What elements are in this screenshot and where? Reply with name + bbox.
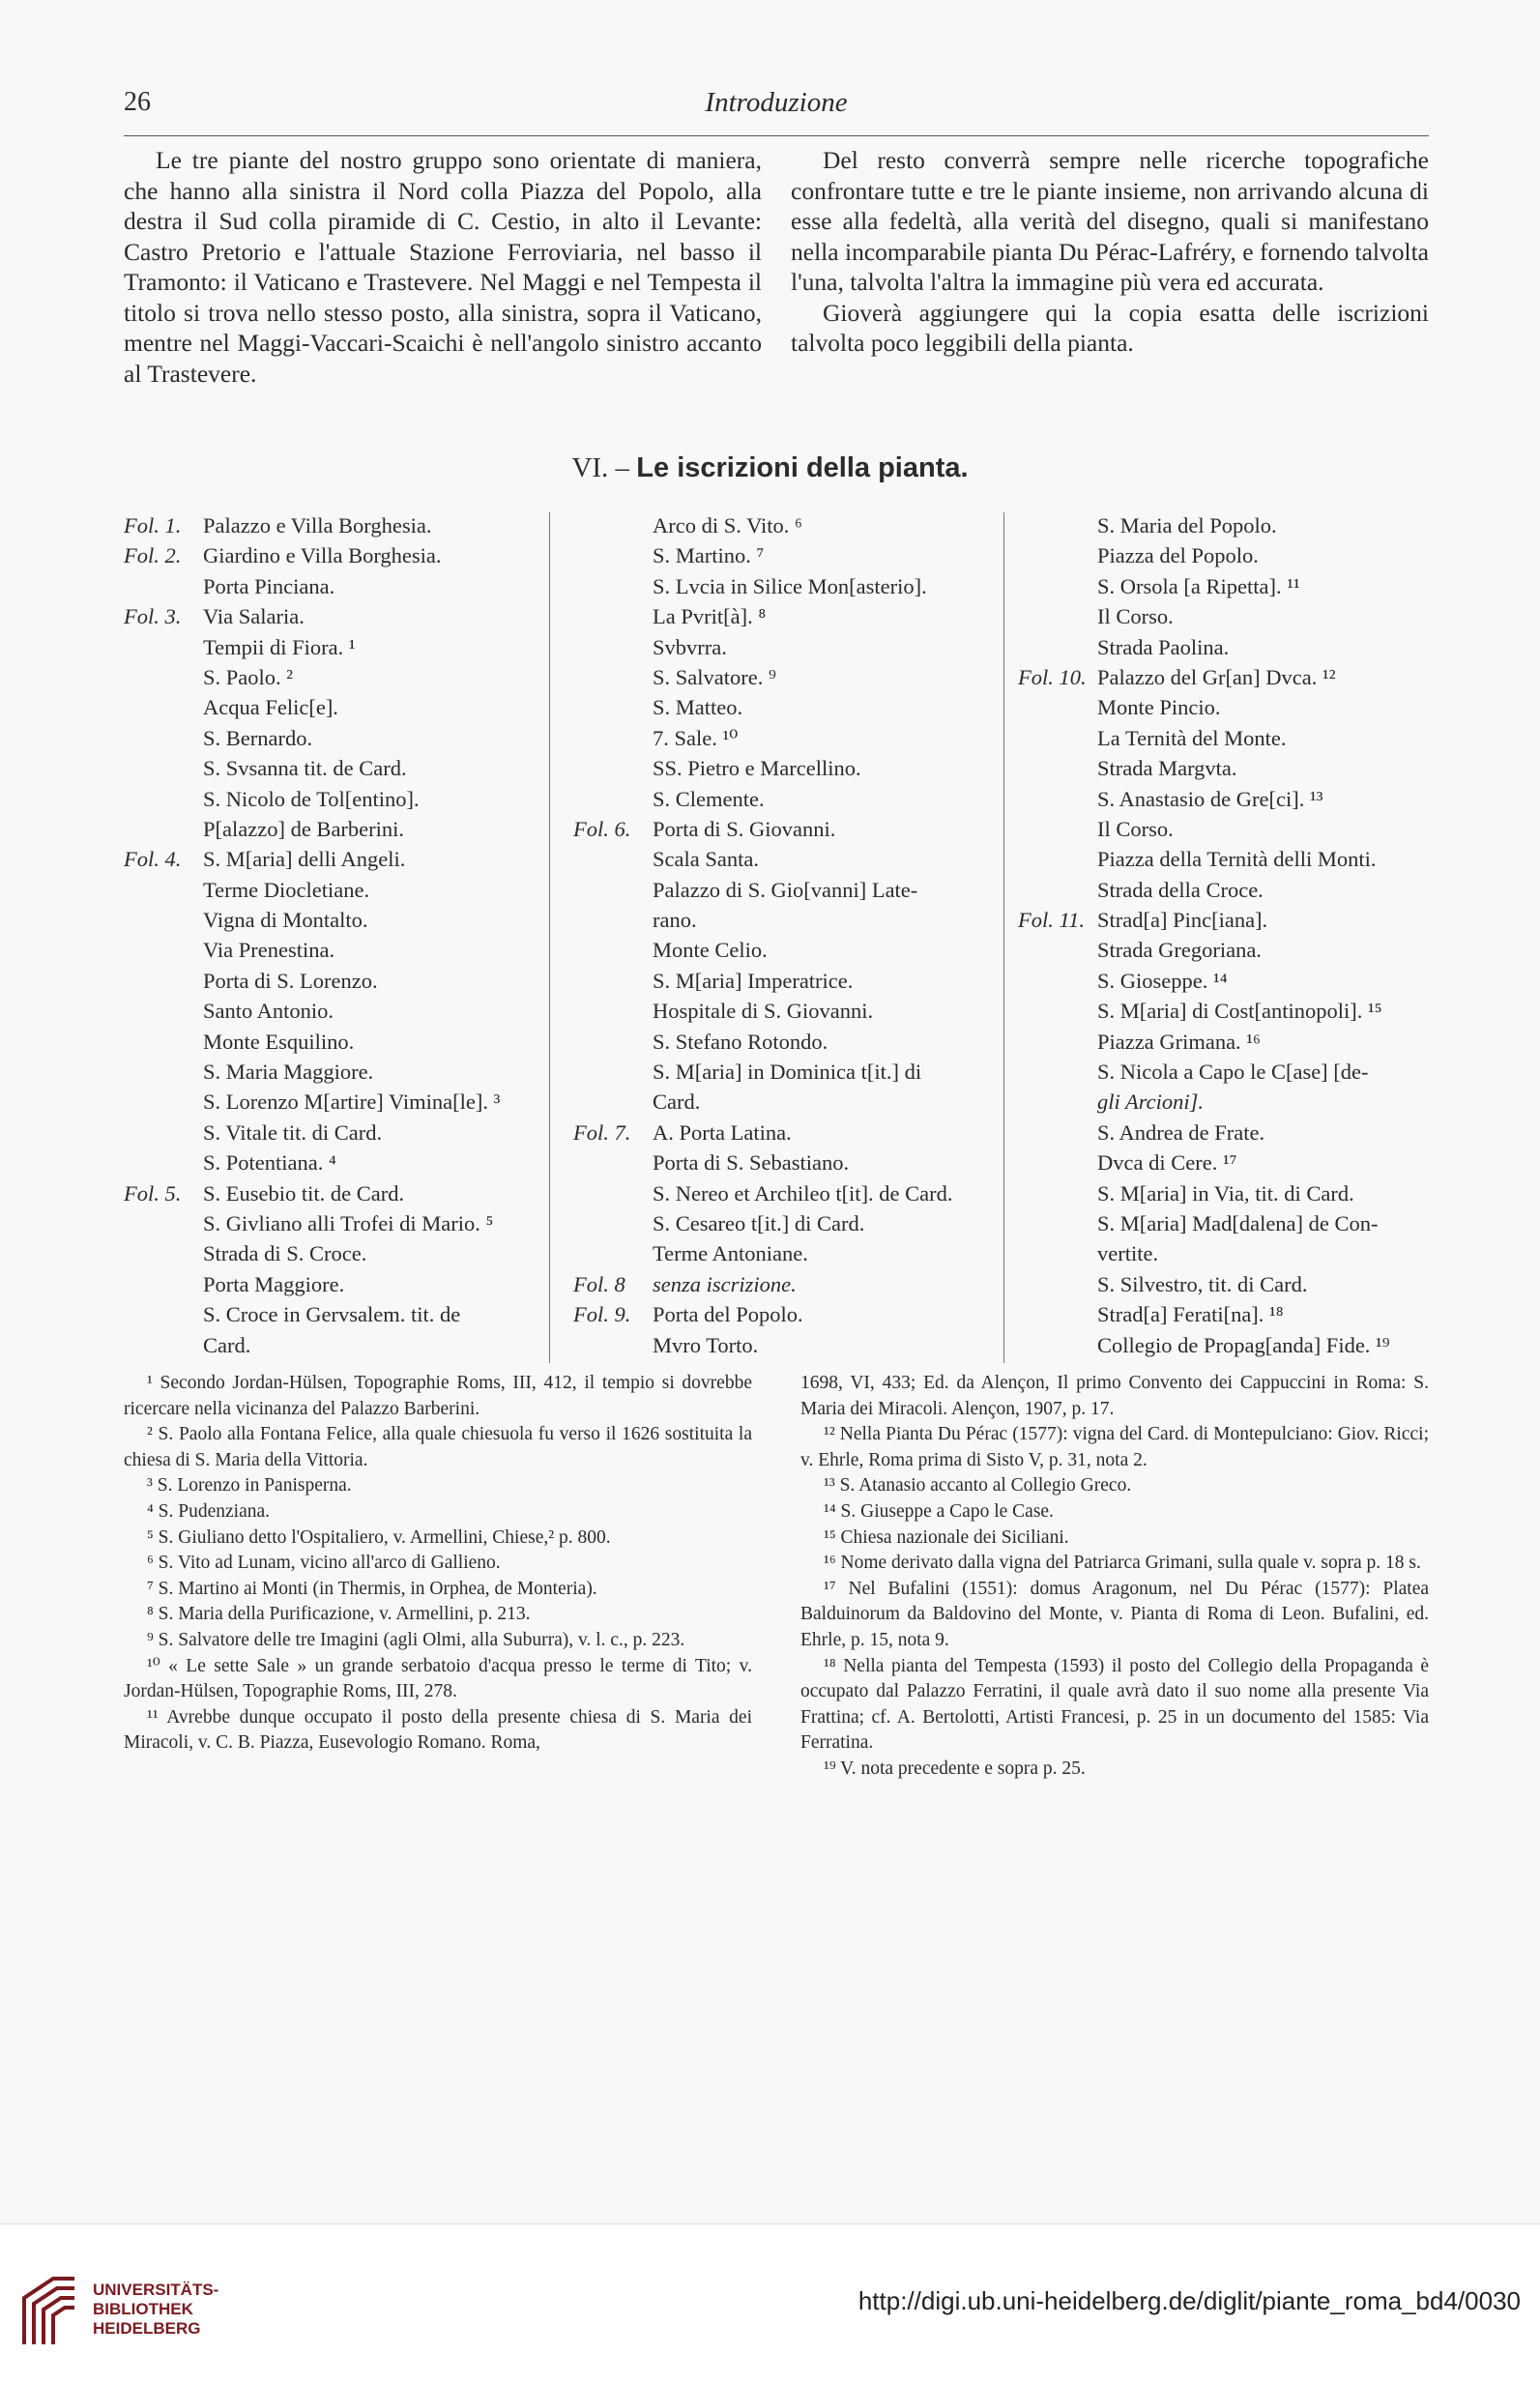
inscription-row [1018,1087,1443,1117]
inscription-row [573,1148,999,1177]
folio-label: Fol. 7. [573,1119,631,1145]
inscription-text: Il Corso. [1097,816,1174,841]
inscription-text: Mvro Torto. [653,1332,759,1357]
folio-label: Fol. 10. [1018,664,1087,689]
inscription-text: Piazza della Ternità delli Monti. [1097,847,1377,872]
footnote: ⁶ S. Vito ad Lunam, vicino all'arco di Gallieno. [147,1553,501,1574]
inscription-text: S. Matteo. [653,695,743,720]
inscription-text: Porta Pinciana. [203,573,335,598]
inscription-text: S. Lorenzo M[artire] Vimina[le]. ³ [203,1090,501,1115]
inscription-row [1018,571,1443,601]
inscriptions-table [124,510,1429,1364]
inscription-text: S. Vitale tit. di Card. [203,1119,383,1145]
inscription-row [1018,662,1443,692]
footnote: ¹ Secondo Jordan-Hülsen, Topographie Roms, III, 412, il tempio si dovrebbe ricercare nella vicinanza del Palazzo Barberini. [124,1373,752,1419]
inscription-text: Giardino e Villa Borghesia. [203,543,442,568]
section-heading [0,452,1540,484]
inscription-text: Strada Gregoriana. [1097,938,1262,963]
inscription-row [124,1208,549,1238]
inscription-text: Via Salaria. [203,604,305,629]
inscription-row [573,1178,999,1208]
inscription-text: Strada di S. Croce. [203,1241,367,1266]
inscription-row [124,601,549,631]
page-header [124,87,1429,136]
inscription-row [573,1087,999,1117]
inscription-text: P[alazzo] de Barberini. [203,816,405,841]
inscription-row [124,753,549,783]
footnote: ¹⁴ S. Giuseppe a Capo le Case. [824,1500,1054,1522]
inscription-row [573,1057,999,1087]
inscription-text: Vigna di Montalto. [203,908,368,933]
inscription-row [124,935,549,965]
inscription-row [1018,1299,1443,1329]
inscription-row [1018,1208,1443,1238]
inscription-row [124,814,549,844]
section-title: Le iscrizioni della pianta. [636,452,969,483]
inscription-text: La Pvrit[à]. ⁸ [653,604,767,629]
inscription-row [124,1118,549,1148]
inscription-text: Strada Paolina. [1097,634,1230,659]
inscription-row [124,844,549,874]
footnote: ⁷ S. Martino ai Monti (in Thermis, in Orphea, de Monteria). [147,1578,597,1599]
intro-left-column [124,145,762,389]
folio-label: Fol. 1. [124,513,182,538]
inscription-text: Porta di S. Giovanni. [653,816,836,841]
inscription-text: S. Anastasio de Gre[ci]. ¹³ [1097,786,1323,811]
inscription-text: A. Porta Latina. [653,1119,792,1145]
inscription-text: Piazza del Popolo. [1097,543,1259,568]
inscription-row [124,540,549,570]
footnote: ¹¹ Avrebbe dunque occupato il posto della presente chiesa di S. Maria dei Miracoli, v. C. B. Piazza, Eusevologio Romano. Roma, [124,1706,752,1754]
inscription-text: La Ternità del Monte. [1097,725,1287,750]
footnote: ¹⁰ « Le sette Sale » un grande serbatoio d'acqua presso le terme di Tito; v. Jordan-Hülsen, Topographie Roms, III, 278. [124,1655,752,1702]
library-logo-icon [15,2269,84,2346]
inscription-text: S. Salvatore. ⁹ [653,664,776,689]
inscription-row [573,1330,999,1360]
inscription-text: Porta del Popolo. [653,1302,803,1327]
inscription-row [124,1178,549,1208]
inscription-row [1018,1269,1443,1299]
inscription-row [124,784,549,814]
intro-right-column [791,145,1429,359]
inscription-text: Collegio de Propag[anda] Fide. ¹⁹ [1097,1332,1390,1357]
inscription-text: Strada Margvta. [1097,756,1237,781]
viewer-footer [0,2223,1540,2383]
inscription-text: S. Nicola a Capo le C[ase] [de- [1097,1060,1369,1085]
inscription-row [573,814,999,844]
inscription-text: S. M[aria] Mad[dalena] de Con- [1097,1210,1379,1235]
inscription-row [1018,966,1443,996]
inscription-text: Tempii di Fiora. ¹ [203,634,356,659]
paragraph: Del resto converrà sempre nelle ricerche topografiche confrontare tutte e tre le piante insieme, non arrivando alcuna di esse alla fedeltà, alla verità del disegno, quali si manifestano nella incomparabile pianta Du Pérac-Lafréry, e fornendo talvolta l'una, talvolta l'altra la immagine più vera ed accurata. [791,146,1429,296]
inscription-row [573,723,999,753]
footnote: ¹⁶ Nome derivato dalla vigna del Patriarca Grimani, sulla quale v. sopra p. 18 s. [824,1553,1421,1574]
section-number: VI. – [571,452,630,483]
inscription-row [1018,601,1443,631]
inscription-text: S. M[aria] Imperatrice. [653,968,854,993]
inscription-text: Terme Antoniane. [653,1241,808,1266]
inscription-row [1018,905,1443,935]
inscription-text: SS. Pietro e Marcellino. [653,756,861,781]
footnote: ⁵ S. Giuliano detto l'Ospitaliero, v. Armellini, Chiese,² p. 800. [147,1526,611,1548]
inscription-row [1018,1148,1443,1177]
footnote: 1698, VI, 433; Ed. da Alençon, Il primo Convento dei Cappuccini in Roma: S. Maria dei Miracoli. Alençon, 1907, p. 17. [800,1373,1429,1419]
inscription-row [1018,632,1443,662]
inscription-text: S. Nereo et Archileo t[it]. de Card. [653,1180,953,1206]
folio-label: Fol. 3. [124,604,182,629]
inscription-text: Card. [203,1332,251,1357]
inscription-text: S. M[aria] di Cost[antinopoli]. ¹⁵ [1097,999,1382,1024]
inscription-row [124,662,549,692]
inscription-text: Strad[a] Ferati[na]. ¹⁸ [1097,1302,1284,1327]
inscription-row [573,540,999,570]
inscription-row [573,1208,999,1238]
inscription-row [573,905,999,935]
inscription-row [1018,723,1443,753]
inscription-row [1018,935,1443,965]
inscription-row [1018,540,1443,570]
inscription-text: Monte Pincio. [1097,695,1221,720]
inscription-text: S. Orsola [a Ripetta]. ¹¹ [1097,573,1300,598]
inscription-row [124,692,549,722]
footnote: ¹² Nella Pianta Du Pérac (1577): vigna del Card. di Montepulciano: Giov. Ricci; v. Ehrle, Roma prima di Sisto V, p. 31, nota 2. [800,1424,1429,1470]
inscription-text: S. M[aria] in Via, tit. di Card. [1097,1180,1354,1206]
inscription-text: S. Andrea de Frate. [1097,1119,1265,1145]
inscription-text: Via Prenestina. [203,938,335,963]
inscription-text: Card. [653,1090,701,1115]
inscription-row [573,1118,999,1148]
footnote: ² S. Paolo alla Fontana Felice, alla quale chiesuola fu verso il 1626 sostituita la chiesa di S. Maria della Vittoria. [124,1424,752,1470]
inscription-row [124,723,549,753]
inscription-row [1018,1330,1443,1360]
folio-label: Fol. 5. [124,1180,182,1206]
inscription-row [573,996,999,1026]
inscription-row [124,1238,549,1268]
inscription-row [1018,844,1443,874]
inscription-text: Svbvrra. [653,634,727,659]
folio-label: Fol. 11. [1018,908,1085,933]
inscription-row [573,1027,999,1057]
footnote: ⁸ S. Maria della Purificazione, v. Armellini, p. 213. [147,1604,531,1625]
inscription-row [573,1299,999,1329]
inscription-text: S. Paolo. ² [203,664,294,689]
inscription-text: Strada della Croce. [1097,877,1264,902]
inscription-text: Scala Santa. [653,847,759,872]
inscription-text: Porta di S. Lorenzo. [203,968,378,993]
inscription-row [124,1087,549,1117]
inscription-row [1018,510,1443,540]
inscription-row [1018,1027,1443,1057]
inscription-text: S. Martino. ⁷ [653,543,765,568]
inscription-text: 7. Sale. ¹⁰ [653,725,739,750]
inscription-text: S. Eusebio tit. de Card. [203,1180,405,1206]
inscription-text: Palazzo del Gr[an] Dvca. ¹² [1097,664,1336,689]
library-name: UNIVERSITÄTS- BIBLIOTHEK HEIDELBERG [93,2281,219,2338]
inscription-row [573,1269,999,1299]
inscription-row [573,844,999,874]
inscription-row [573,753,999,783]
inscription-row [573,966,999,996]
inscription-row [124,510,549,540]
inscription-row [573,571,999,601]
inscription-text: S. Bernardo. [203,725,313,750]
inscription-row [1018,1238,1443,1268]
inscription-row [124,1148,549,1177]
inscription-row [124,1269,549,1299]
inscription-row [124,875,549,905]
footnote: ³ S. Lorenzo in Panisperna. [147,1475,352,1497]
paragraph: Le tre piante del nostro gruppo sono orientate di maniera, che hanno alla sinistra il Nord colla Piazza del Popolo, alla destra il Sud colla piramide di C. Cestio, in alto il Levante: Castro Pretorio e l'attuale Stazione Ferroviaria, nel basso il Tramonto: il Vaticano e Trastevere. Nel Maggi e nel Tempesta il titolo si trova nello stesso posto, alla sinistra, sopra il Vaticano, mentre nel Maggi-Vaccari-Scaichi è nell'angolo sinistro accanto al Trastevere. [124,146,762,388]
inscription-row [1018,692,1443,722]
inscription-row [573,784,999,814]
inscription-row [573,662,999,692]
inscription-text: Palazzo e Villa Borghesia. [203,513,432,538]
inscription-text: Strad[a] Pinc[iana]. [1097,908,1268,933]
inscription-text: S. Cesareo t[it.] di Card. [653,1210,865,1235]
inscription-text: Arco di S. Vito. ⁶ [653,513,802,538]
inscription-text: S. Lvcia in Silice Mon[asterio]. [653,573,927,598]
folio-label: Fol. 2. [124,543,182,568]
inscription-row [1018,875,1443,905]
column-divider [549,512,550,1363]
inscription-row [573,692,999,722]
inscription-text: Hospitale di S. Giovanni. [653,999,874,1024]
footnote: ⁴ S. Pudenziana. [147,1500,271,1522]
inscription-text: S. Potentiana. ⁴ [203,1150,336,1176]
inscription-text: rano. [653,908,697,933]
footnote: ⁹ S. Salvatore delle tre Imagini (agli Olmi, alla Suburra), v. l. c., p. 223. [147,1629,685,1650]
inscription-text: Palazzo di S. Gio[vanni] Late- [653,877,918,902]
footnote: ¹⁵ Chiesa nazionale dei Siciliani. [824,1526,1069,1548]
inscription-row [124,1027,549,1057]
inscriptions-column-2 [573,510,999,1360]
inscription-row [573,510,999,540]
inscription-text: Porta Maggiore. [203,1271,345,1296]
folio-label: Fol. 4. [124,847,182,872]
inscription-text: Il Corso. [1097,604,1174,629]
page-number: 26 [124,87,151,117]
inscription-text: S. Gioseppe. ¹⁴ [1097,968,1228,993]
permalink-url[interactable]: http://digi.ub.uni-heidelberg.de/diglit/piante_roma_bd4/0030 [857,2286,1521,2315]
inscription-row [1018,996,1443,1026]
inscription-row [124,632,549,662]
footnotes-left-column [124,1371,752,1757]
folio-label: Fol. 9. [573,1302,631,1327]
inscription-text: Terme Diocletiane. [203,877,370,902]
inscription-text: S. Maria del Popolo. [1097,513,1277,538]
column-divider [1003,512,1004,1363]
inscription-row [124,966,549,996]
inscription-row [1018,753,1443,783]
inscription-row [124,571,549,601]
inscription-text: Santo Antonio. [203,999,334,1024]
inscription-row [573,935,999,965]
inscription-row [124,905,549,935]
inscription-text: Piazza Grimana. ¹⁶ [1097,1029,1261,1054]
footnote: ¹³ S. Atanasio accanto al Collegio Greco. [824,1475,1132,1497]
inscription-row [124,1057,549,1087]
inscription-row [573,632,999,662]
inscription-row [573,875,999,905]
inscription-row [124,1299,549,1329]
inscription-row [1018,1178,1443,1208]
inscription-row [1018,814,1443,844]
inscription-row [124,1330,549,1360]
inscription-text: Porta di S. Sebastiano. [653,1150,850,1176]
inscription-text: S. Clemente. [653,786,765,811]
inscription-text: S. Nicolo de Tol[entino]. [203,786,420,811]
paragraph: Gioverà aggiungere qui la copia esatta delle iscrizioni talvolta poco leggibili della pianta. [791,298,1429,357]
running-title: Introduzione [705,87,848,118]
inscription-text: Monte Esquilino. [203,1029,355,1054]
inscription-text: S. M[aria] in Dominica t[it.] di [653,1060,922,1085]
inscription-text: Monte Celio. [653,938,768,963]
inscriptions-column-3 [1018,510,1443,1360]
inscriptions-column-1 [124,510,549,1360]
inscription-text: S. Croce in Gervsalem. tit. de [203,1302,461,1327]
inscription-text: gli Arcioni]. [1097,1090,1205,1115]
folio-label: Fol. 6. [573,816,631,841]
inscription-row [124,996,549,1026]
inscription-text: S. Stefano Rotondo. [653,1029,828,1054]
inscription-text: S. Svsanna tit. de Card. [203,756,407,781]
inscription-text: Acqua Felic[e]. [203,695,338,720]
inscription-row [1018,1057,1443,1087]
footnotes-right-column [800,1371,1429,1783]
inscription-text: Dvca di Cere. ¹⁷ [1097,1150,1237,1176]
inscription-text: S. Maria Maggiore. [203,1060,374,1085]
folio-label: Fol. 8 [573,1271,625,1296]
inscription-row [1018,1118,1443,1148]
inscription-text: senza iscrizione. [653,1271,797,1296]
footnote: ¹⁹ V. nota precedente e sopra p. 25. [824,1758,1086,1779]
inscription-text: S. M[aria] delli Angeli. [203,847,406,872]
inscription-row [573,1238,999,1268]
footnote: ¹⁷ Nel Bufalini (1551): domus Aragonum, nel Du Pérac (1577): Platea Balduinorum da Baldovino del Monte, v. Pianta di Roma di Leon. Bufalini, ed. Ehrle, p. 15, nota 9. [800,1578,1429,1650]
inscription-text: vertite. [1097,1241,1159,1266]
inscription-text: S. Silvestro, tit. di Card. [1097,1271,1308,1296]
inscription-row [573,601,999,631]
footnote: ¹⁸ Nella pianta del Tempesta (1593) il posto del Collegio della Propaganda è occupato dal Palazzo Ferratini, il quale avrà dato il suo nome alla presente Via Frattina; cf. A. Bertolotti, Artisti Francesi, p. 25 in un documento del 1585: Via Ferratina. [800,1655,1429,1754]
inscription-text: S. Givliano alli Trofei di Mario. ⁵ [203,1210,494,1235]
inscription-row [1018,784,1443,814]
